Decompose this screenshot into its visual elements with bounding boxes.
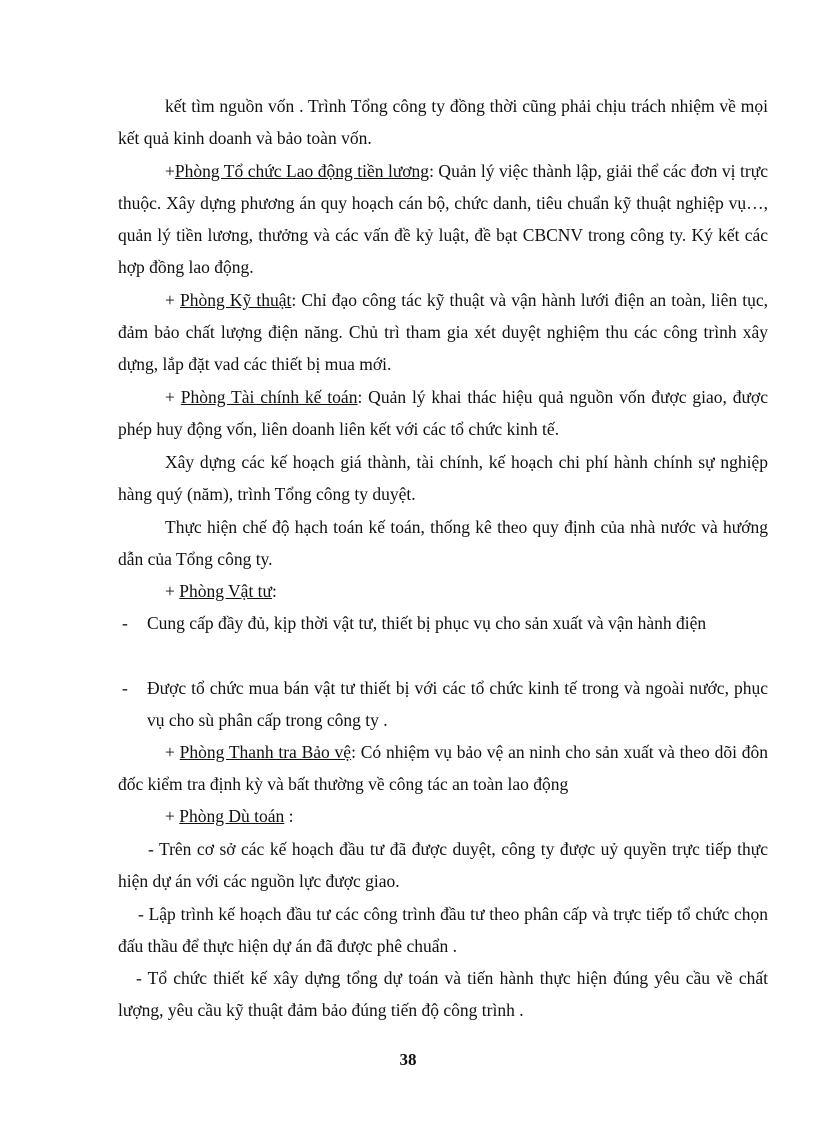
paragraph-text: Thực hiện chế độ hạch toán kế toán, thống kê theo quy định của nhà nước và hướng dẫn của Tổng công ty. — [118, 517, 768, 569]
paragraph-inspection-dept: + Phòng Thanh tra Bảo vệ: Có nhiệm vụ bảo vệ an ninh cho sản xuất và theo dõi đôn đốc kiểm tra định kỳ và bất thường về công tác an toàn lao động — [118, 742, 768, 794]
paragraph-cost-plans — [118, 446, 768, 510]
list-item — [122, 607, 768, 639]
list-item-text: Được tổ chức mua bán vật tư thiết bị với các tổ chức kinh tế trong và ngoài nước, phục vụ cho sù phân cấp trong công ty . — [147, 678, 768, 730]
section-heading-labor: Phòng Tổ chức Lao động tiền lương — [174, 161, 430, 181]
paragraph-text: kết tìm nguồn vốn . Trình Tổng công ty đồng thời cũng phải chịu trách nhiệm về mọi kết quả kinh doanh và bảo toàn vốn. — [118, 96, 768, 148]
section-heading-estimate: Phòng Dù toán — [179, 806, 285, 826]
paragraph-estimate-item-2 — [118, 898, 768, 962]
list-item-text: Cung cấp đầy đủ, kịp thời vật tư, thiết bị phục vụ cho sản xuất và vận hành điện — [147, 613, 707, 633]
paragraph-estimate-dept: + Phòng Dù toán : — [165, 806, 294, 826]
paragraph-estimate-item-3 — [118, 962, 768, 1026]
paragraph-text: - Trên cơ sở các kế hoạch đầu tư đã được duyệt, công ty được uỷ quyền trực tiếp thực hiện dự án với các nguồn lực được giao. — [118, 839, 768, 891]
paragraph-finance-dept: + Phòng Tài chính kế toán: Quản lý khai thác hiệu quả nguồn vốn được giao, được phép huy động vốn, liên doanh liên kết với các tổ chức kinh tế. — [118, 387, 768, 439]
paragraph-text: : Quản lý khai thác hiệu quả nguồn vốn được giao, được phép huy động vốn, liên doanh liên kết với các tổ chức kinh tế. — [118, 387, 768, 439]
paragraph-text: Xây dựng các kế hoạch giá thành, tài chính, kế hoạch chi phí hành chính sự nghiệp hàng quý (năm), trình Tổng công ty duyệt. — [118, 452, 768, 504]
paragraph-text: : Có nhiệm vụ bảo vệ an ninh cho sản xuất và theo dõi đôn đốc kiểm tra định kỳ và bất thường về công tác an toàn lao động — [118, 742, 768, 794]
paragraph-capital — [118, 90, 768, 154]
bullet-dash: - — [122, 613, 128, 633]
paragraph-text: - Lập trình kế hoạch đầu tư các công trình đầu tư theo phân cấp và trực tiếp tổ chức chọn đấu thầu để thực hiện dự án đã được phê chuẩn . — [118, 904, 768, 956]
paragraph-estimate-item-1 — [118, 833, 768, 897]
section-heading-inspection: Phòng Thanh tra Bảo vệ — [179, 742, 352, 762]
paragraph-accounting — [118, 511, 768, 575]
section-heading-materials: Phòng Vật tư — [179, 581, 273, 601]
paragraph-technical-dept: + Phòng Kỹ thuật: Chỉ đạo công tác kỹ thuật và vận hành lưới điện an toàn, liên tục, đảm bảo chất lượng điện năng. Chủ trì tham gia xét duyệt nghiệm thu các công trình xây dựng, lắp đặt vad các thiết bị mua mới. — [118, 290, 768, 374]
section-heading-technical: Phòng Kỹ thuật — [180, 290, 292, 310]
paragraph-labor-dept: +Phòng Tổ chức Lao động tiền lương: Quản lý việc thành lập, giải thể các đơn vị trực thuộc. Xây dựng phương án quy hoạch cán bộ, chức danh, tiêu chuẩn kỹ thuật nghiệp vụ…, quản lý tiền lương, thưởng và các vấn đề kỷ luật, đề bạt CBCNV trong công ty. Ký kết các hợp đồng lao động. — [118, 161, 768, 277]
paragraph-text: : Quản lý việc thành lập, giải thể các đơn vị trực thuộc. Xây dựng phương án quy hoạch cán bộ, chức danh, tiêu chuẩn kỹ thuật nghiệp vụ…, quản lý tiền lương, thưởng và các vấn đề kỷ luật, đề bạt CBCNV trong công ty. Ký kết các hợp đồng lao động. — [118, 161, 768, 277]
paragraph-text: - Tổ chức thiết kế xây dựng tổng dự toán và tiến hành thực hiện đúng yêu cầu về chất lượng, yêu cầu kỹ thuật đảm bảo đúng tiến độ công trình . — [118, 968, 768, 1020]
section-heading-finance: Phòng Tài chính kế toán — [180, 387, 358, 407]
bullet-dash: - — [122, 678, 128, 698]
page-number: 38 — [399, 1050, 417, 1069]
paragraph-materials-dept: + Phòng Vật tư: — [165, 581, 277, 601]
paragraph-text: : Chỉ đạo công tác kỹ thuật và vận hành lưới điện an toàn, liên tục, đảm bảo chất lượng điện năng. Chủ trì tham gia xét duyệt nghiệm thu các công trình xây dựng, lắp đặt vad các thiết bị mua mới. — [118, 290, 768, 374]
list-item — [122, 672, 768, 736]
